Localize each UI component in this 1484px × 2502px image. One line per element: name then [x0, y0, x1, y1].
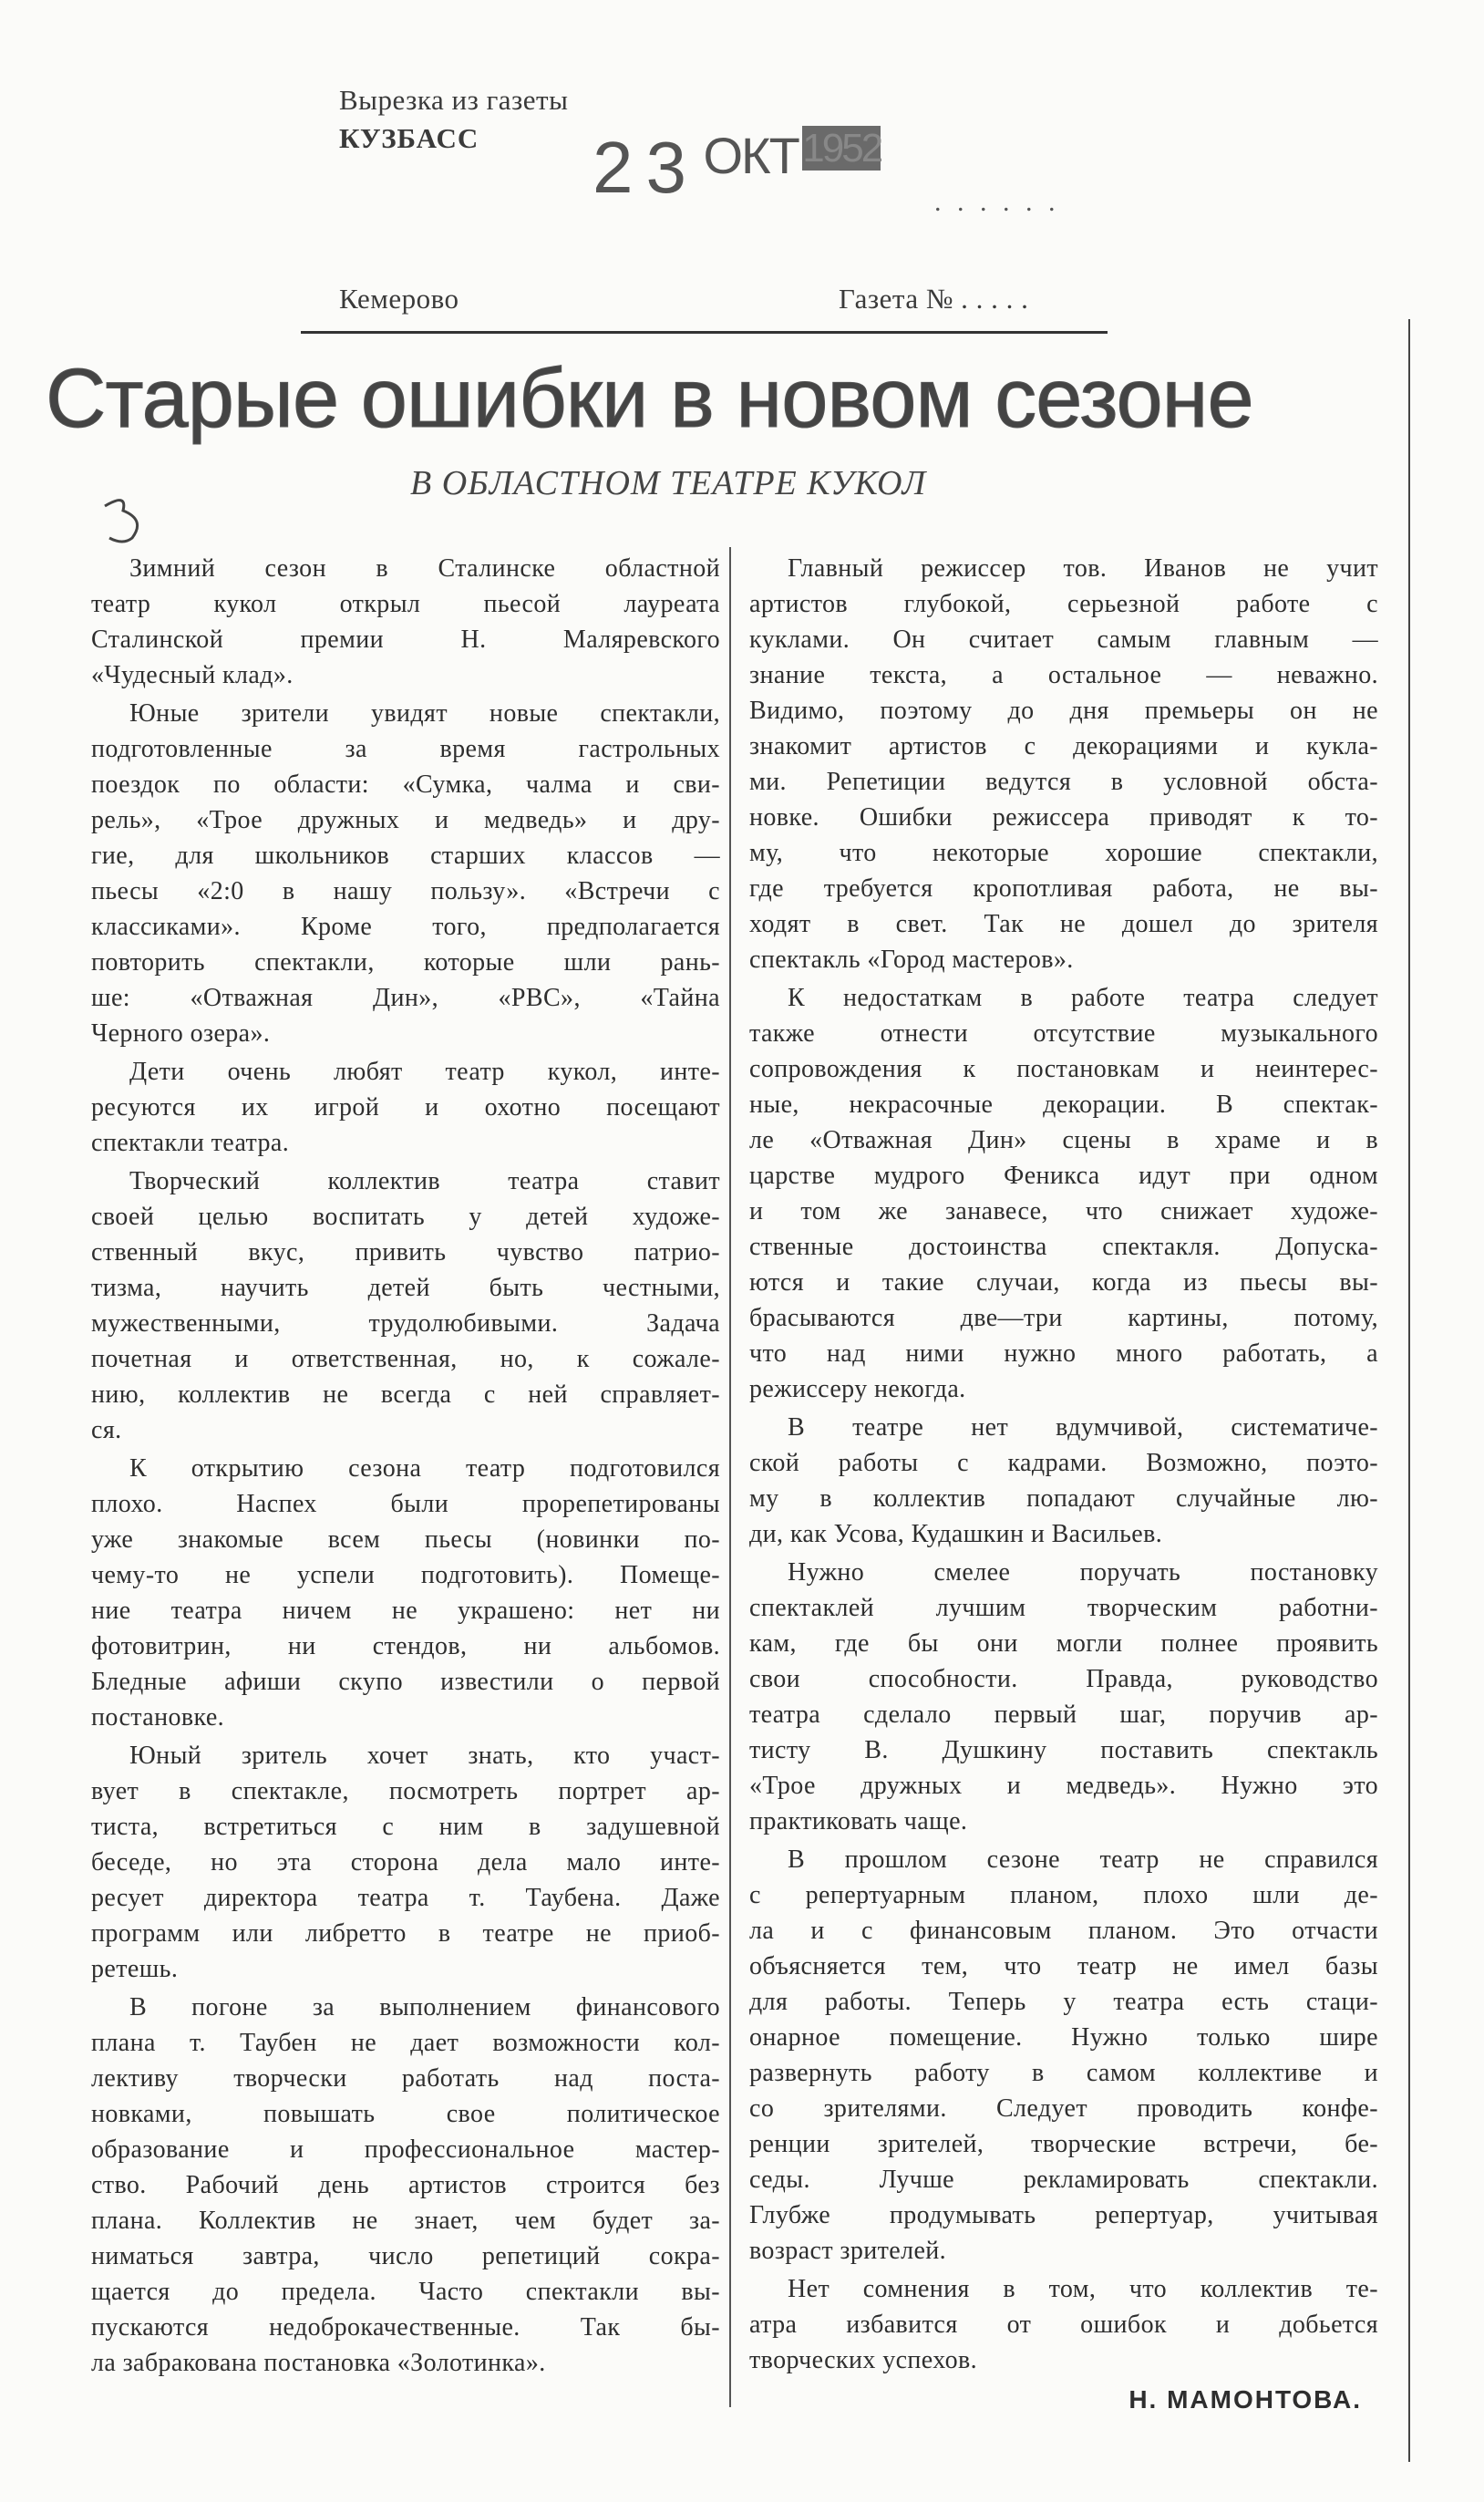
article-paragraph: [749, 1555, 1378, 1839]
text-line: развернуть работу в самом коллективе и: [749, 2059, 1378, 2087]
text-line: ние театра ничем не украшено: нет ни: [91, 1597, 720, 1625]
text-line: ственный вкус, привить чувство патрио-: [91, 1238, 720, 1267]
article-paragraph: [749, 980, 1378, 1407]
text-line: тисту В. Душкину поставить спектакль: [749, 1736, 1378, 1764]
text-line: новками, повышать свое политическое: [91, 2100, 720, 2128]
article-paragraph: [91, 1990, 720, 2381]
text-line: рель», «Трое дружных и медведь» и дру-: [91, 806, 720, 834]
text-line: сопровождения к постановкам и неинтерес-: [749, 1055, 1378, 1083]
text-line: образование и профессиональное мастер-: [91, 2135, 720, 2164]
article-paragraph: [91, 1054, 720, 1161]
city-label: Кемерово: [339, 283, 459, 315]
text-line: куклами. Он считает самым главным —: [749, 626, 1378, 654]
text-line: пускаются недоброкачественные. Так бы-: [91, 2313, 720, 2342]
text-line: программ или либретто в театре не приоб-: [91, 1919, 720, 1948]
header-rule: [301, 331, 1108, 334]
text-line: ле «Отважная Дин» сцены в храме и в: [749, 1126, 1378, 1154]
text-line: новке. Ошибки режиссера приводят к то-: [749, 803, 1378, 832]
text-line: му в коллектив попадают случайные лю-: [749, 1484, 1378, 1513]
article-paragraph: [91, 1451, 720, 1735]
text-line: ходят в свет. Так не дошел до зрителя: [749, 910, 1378, 938]
text-line: Юные зрители увидят новые спектакли,: [129, 699, 720, 728]
text-line: онарное помещение. Нужно только шире: [749, 2023, 1378, 2052]
article-column-right: [749, 551, 1378, 2417]
clipping-edge-rule: [1408, 319, 1410, 2462]
text-line: мужественными, трудолюбивыми. Задача: [91, 1309, 720, 1338]
text-line: практиковать чаще.: [749, 1807, 968, 1835]
text-line: В прошлом сезоне театр не справился: [788, 1845, 1378, 1874]
text-line: ретешь.: [91, 1955, 179, 1983]
text-line: уже знакомые всем пьесы (новинки по-: [91, 1525, 720, 1554]
text-line: Нет сомнения в том, что коллектив те-: [788, 2275, 1378, 2303]
text-line: В погоне за выполнением финансового: [129, 1993, 720, 2021]
article-paragraph: [91, 696, 720, 1051]
text-line: Творческий коллектив театра ставит: [129, 1167, 720, 1195]
text-line: ются и такие случаи, когда из пьесы вы-: [749, 1268, 1378, 1297]
stamp-dots: . . . . . .: [934, 187, 1060, 217]
stamp-month: ОКТ: [703, 127, 799, 184]
text-line: «Трое дружных и медведь». Нужно это: [749, 1772, 1378, 1800]
text-line: ми. Репетиции ведутся в условной обста-: [749, 768, 1378, 796]
date-stamp: [593, 126, 881, 210]
text-line: К открытию сезона театр подготовился: [129, 1454, 720, 1483]
article-paragraph: [749, 2271, 1378, 2378]
text-line: Глубже продумывать репертуар, учитывая: [749, 2201, 1378, 2229]
text-line: вует в спектакле, посмотреть портрет ар-: [91, 1777, 720, 1805]
text-line: плана. Коллектив не знает, чем будет за-: [91, 2207, 720, 2235]
text-line: где требуется кропотливая работа, не вы-: [749, 874, 1378, 903]
text-line: гие, для школьников старших классов —: [91, 842, 720, 870]
text-line: ниматься завтра, число репетиций сокра-: [91, 2242, 720, 2270]
text-line: чему-то не успели подготовить). Помеще-: [91, 1561, 720, 1589]
text-line: повторить спектакли, которые шли рань-: [91, 948, 720, 977]
text-line: театра сделало первый шаг, поручив ар-: [749, 1701, 1378, 1729]
text-line: беседе, но эта сторона дела мало инте-: [91, 1848, 720, 1876]
text-line: с репертуарным планом, плохо шли де-: [749, 1881, 1378, 1909]
article-title: Старые ошибки в новом сезоне: [46, 352, 1253, 445]
text-line: Главный режиссер тов. Иванов не учит: [788, 554, 1378, 583]
text-line: плохо. Наспех были прорепетированы: [91, 1490, 720, 1518]
article-paragraph: [91, 1163, 720, 1448]
text-line: Зимний сезон в Сталинске областной: [129, 554, 720, 583]
column-divider: [729, 547, 731, 2407]
text-line: ресуются их игрой и охотно посещают: [91, 1093, 720, 1122]
text-line: классиками». Кроме того, предполагается: [91, 913, 720, 941]
text-line: со зрителями. Следует проводить конфе-: [749, 2094, 1378, 2123]
text-line: К недостаткам в работе театра следует: [788, 984, 1378, 1012]
text-line: свои способности. Правда, руководство: [749, 1665, 1378, 1693]
text-line: Видимо, поэтому до дня премьеры он не: [749, 697, 1378, 725]
text-line: что над ними нужно много работать, а: [749, 1339, 1378, 1368]
text-line: ные, некрасочные декорации. В спектак-: [749, 1091, 1378, 1119]
newspaper-name: КУЗБАСС: [339, 122, 479, 154]
paper-number-label: Газета № . . . . .: [839, 283, 1029, 315]
pencil-mark-icon: [100, 492, 173, 547]
text-line: для работы. Теперь у театра есть стаци-: [749, 1988, 1378, 2016]
text-line: кам, где бы они могли полнее проявить: [749, 1629, 1378, 1658]
text-line: плана т. Таубен не дает возможности кол-: [91, 2029, 720, 2057]
text-line: В театре нет вдумчивой, систематиче-: [788, 1413, 1378, 1442]
text-line: ди, как Усова, Кудашкин и Васильев.: [749, 1520, 1163, 1548]
article-paragraph: [749, 1410, 1378, 1552]
article-paragraph: [749, 551, 1378, 977]
text-line: Черного озера».: [91, 1019, 271, 1048]
text-line: царстве мудрого Феникса идут при одном: [749, 1162, 1378, 1190]
text-line: ственные достоинства спектакля. Допуска-: [749, 1233, 1378, 1261]
article-paragraph: [91, 551, 720, 693]
text-line: пьесы «2:0 в нашу пользу». «Встречи с: [91, 877, 720, 905]
article-column-left: [91, 551, 720, 2383]
text-line: знакомит артистов с декорациями и кукла-: [749, 732, 1378, 760]
article-paragraph: [749, 1842, 1378, 2269]
article-subtitle: В ОБЛАСТНОМ ТЕАТРЕ КУКОЛ: [410, 464, 927, 502]
text-line: му, что некоторые хорошие спектакли,: [749, 839, 1378, 867]
text-line: также отнести отсутствие музыкального: [749, 1019, 1378, 1048]
text-line: Дети очень любят театр кукол, инте-: [129, 1058, 720, 1086]
text-line: спектакль «Город мастеров».: [749, 946, 1074, 974]
text-line: нию, коллектив не всегда с ней справляет-: [91, 1380, 720, 1409]
text-line: почетная и ответственная, но, к сожале-: [91, 1345, 720, 1373]
text-line: ство. Рабочий день артистов строится без: [91, 2171, 720, 2199]
clipping-label: Вырезка из газеты: [339, 84, 569, 116]
author-signature: Н. МАМОНТОВА.: [1128, 2385, 1362, 2414]
text-line: возраст зрителей.: [749, 2237, 947, 2265]
text-line: седы. Лучше рекламировать спектакли.: [749, 2166, 1378, 2194]
text-line: творческих успехов.: [749, 2346, 978, 2374]
text-line: «Чудесный клад».: [91, 661, 294, 689]
text-line: поездок по области: «Сумка, чалма и сви-: [91, 770, 720, 799]
text-line: щается до предела. Часто спектакли вы-: [91, 2278, 720, 2306]
text-line: своей целью воспитать у детей художе-: [91, 1203, 720, 1231]
text-line: артистов глубокой, серьезной работе с: [749, 590, 1378, 618]
stamp-year: 1952: [802, 126, 881, 171]
text-line: ла и с финансовым планом. Это отчасти: [749, 1917, 1378, 1945]
text-line: ренции зрителей, творческие встречи, бе-: [749, 2130, 1378, 2158]
text-line: Юный зритель хочет знать, кто участ-: [129, 1742, 720, 1770]
text-line: ше: «Отважная Дин», «РВС», «Тайна: [91, 984, 720, 1012]
text-line: и том же занавесе, что снижает художе-: [749, 1197, 1378, 1225]
text-line: тизма, научить детей быть честными,: [91, 1274, 720, 1302]
text-line: атра избавится от ошибок и добьется: [749, 2311, 1378, 2339]
text-line: тиста, встретиться с ним в задушевной: [91, 1813, 720, 1841]
text-line: Сталинской премии Н. Маляревского: [91, 626, 720, 654]
text-line: ской работы с кадрами. Возможно, поэто-: [749, 1449, 1378, 1477]
text-line: театр кукол открыл пьесой лауреата: [91, 590, 720, 618]
text-line: брасываются две—три картины, потому,: [749, 1304, 1378, 1332]
text-line: режиссеру некогда.: [749, 1375, 966, 1403]
text-line: Бледные афиши скупо известили о первой: [91, 1668, 720, 1696]
text-line: спектакли театра.: [91, 1129, 290, 1157]
text-line: ся.: [91, 1416, 122, 1444]
text-line: лективу творчески работать над поста-: [91, 2064, 720, 2093]
text-line: постановке.: [91, 1703, 225, 1732]
text-line: ла забракована постановка «Золотинка».: [91, 2349, 546, 2377]
text-line: Нужно смелее поручать постановку: [788, 1558, 1378, 1587]
text-line: спектаклей лучшим творческим работни-: [749, 1594, 1378, 1622]
text-line: ресует директора театра т. Таубена. Даже: [91, 1884, 720, 1912]
stamp-day: 23: [593, 127, 699, 208]
text-line: объясняется тем, что театр не имел базы: [749, 1952, 1378, 1980]
text-line: подготовленные за время гастрольных: [91, 735, 720, 763]
text-line: фотовитрин, ни стендов, ни альбомов.: [91, 1632, 720, 1660]
article-paragraph: [91, 1738, 720, 1987]
text-line: знание текста, а остальное — неважно.: [749, 661, 1378, 689]
